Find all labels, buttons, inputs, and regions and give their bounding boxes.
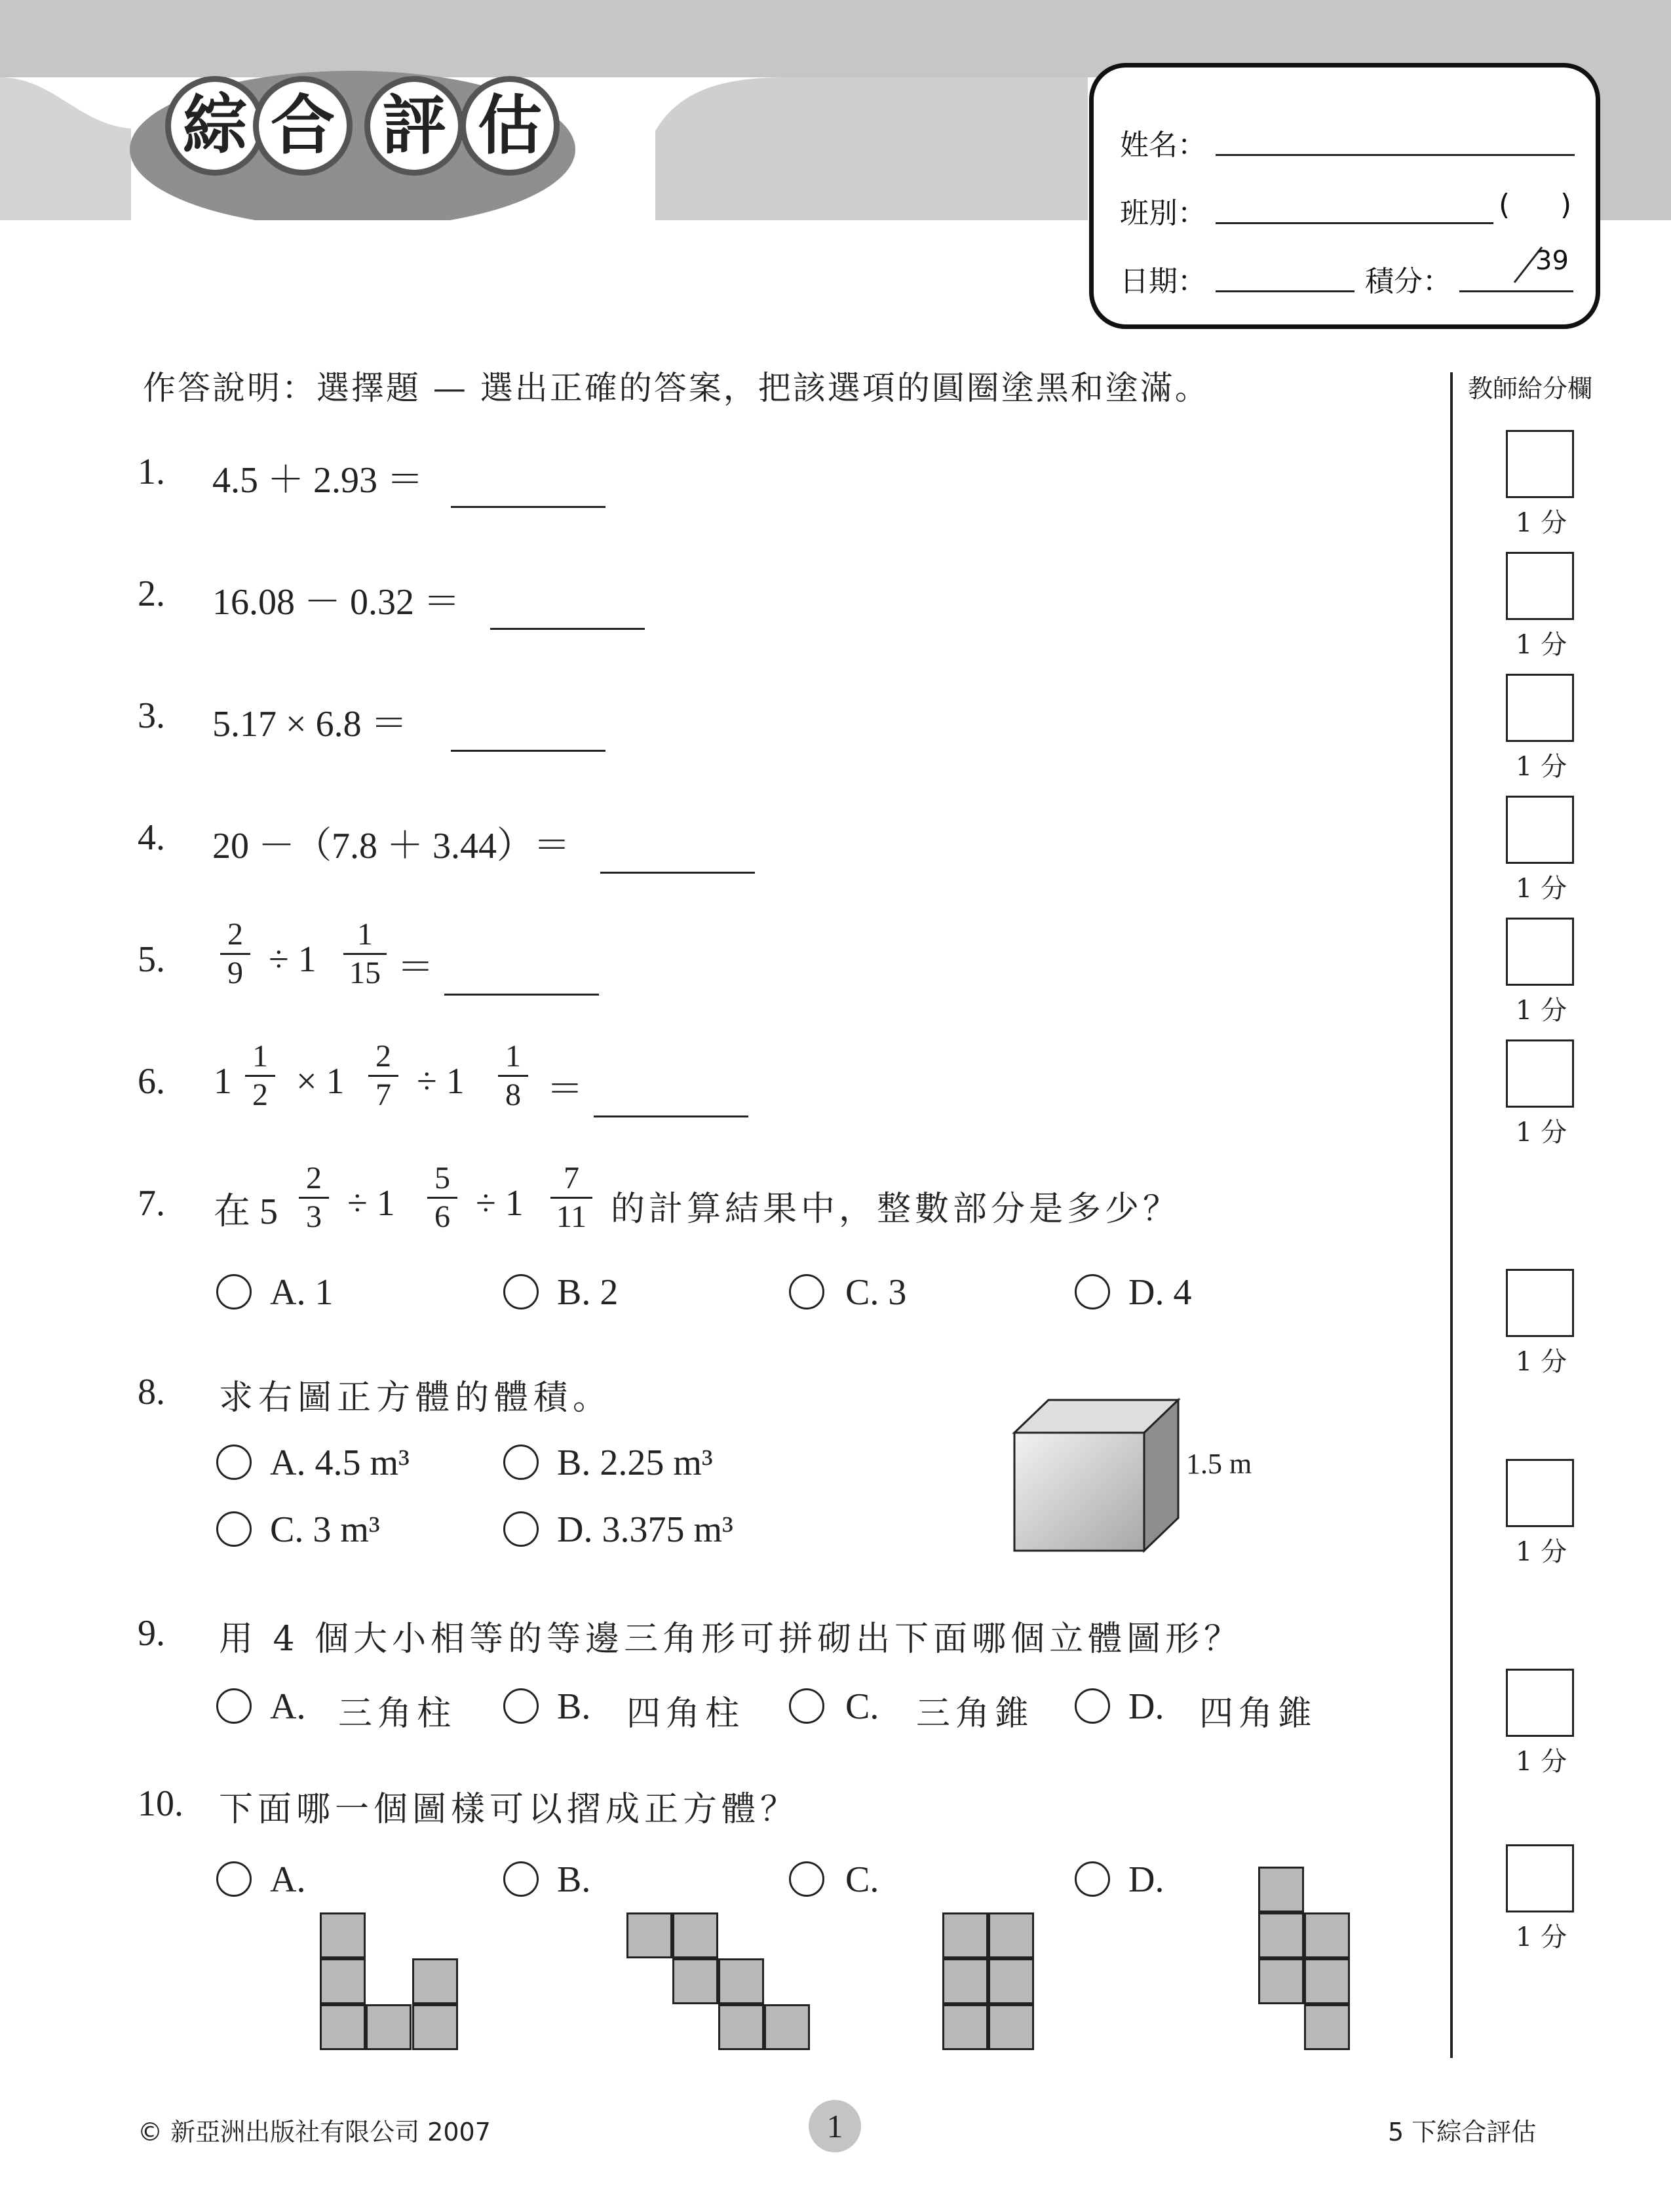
q3-expression: 5.17 × 6.8 ＝ bbox=[212, 704, 408, 745]
q8-option-c-bubble[interactable] bbox=[216, 1511, 252, 1547]
q6-frac2-num: 2 bbox=[375, 1039, 391, 1074]
net-d-cell bbox=[1304, 1912, 1350, 1958]
score-box-q3[interactable] bbox=[1506, 674, 1574, 742]
net-d-cell bbox=[1304, 1958, 1350, 2004]
score-label: 積分： bbox=[1365, 265, 1451, 298]
q7-operator-2: ÷ 1 bbox=[476, 1183, 524, 1224]
q7-option-c: C. 3 bbox=[845, 1272, 907, 1313]
q7-fraction-3 bbox=[550, 1160, 592, 1235]
mark-label-q6: 1 分 bbox=[1515, 1117, 1567, 1148]
q5-fraction-1 bbox=[220, 916, 250, 992]
q10-option-c: C. bbox=[845, 1859, 879, 1900]
q6-operator-1: × 1 bbox=[296, 1061, 345, 1102]
q9-option-a-text: 三角柱 bbox=[338, 1694, 457, 1734]
q9-option-a-bubble[interactable] bbox=[216, 1688, 252, 1724]
net-d-cell bbox=[1258, 1912, 1304, 1958]
q8-option-c: C. 3 m³ bbox=[270, 1509, 380, 1550]
q4-answer-blank[interactable] bbox=[600, 872, 755, 874]
q10-option-b-bubble[interactable] bbox=[503, 1861, 539, 1897]
q6-fraction-3 bbox=[498, 1038, 528, 1114]
title-char-3: 評 bbox=[364, 76, 464, 176]
mark-label-q3: 1 分 bbox=[1515, 752, 1567, 782]
q7-option-a-bubble[interactable] bbox=[216, 1274, 252, 1310]
net-c-cell bbox=[988, 2004, 1034, 2050]
q9-option-c-text: 三角錐 bbox=[916, 1694, 1035, 1734]
q7-fraction-1 bbox=[299, 1160, 329, 1235]
q6-frac3-num: 1 bbox=[505, 1039, 521, 1074]
q7-operator-1: ÷ 1 bbox=[347, 1183, 395, 1224]
q6-fraction-1 bbox=[245, 1038, 275, 1114]
q7-option-d: D. 4 bbox=[1128, 1272, 1192, 1313]
q10-option-c-bubble[interactable] bbox=[789, 1861, 824, 1897]
q2-answer-blank[interactable] bbox=[490, 628, 645, 630]
net-c-cell bbox=[942, 1958, 988, 2004]
q6-operator-2: ÷ 1 bbox=[417, 1061, 465, 1102]
net-b-cell bbox=[672, 1958, 718, 2004]
q7-option-c-bubble[interactable] bbox=[789, 1274, 824, 1310]
q10-option-b: B. bbox=[557, 1859, 591, 1900]
q8-option-a: A. 4.5 m³ bbox=[270, 1443, 410, 1483]
page-number-badge: 1 bbox=[809, 2100, 861, 2152]
q7-option-b-bubble[interactable] bbox=[503, 1274, 539, 1310]
q5-frac1-num: 2 bbox=[227, 917, 243, 952]
q9-text: 用 4 個大小相等的等邊三角形可拼砌出下面哪個立體圖形？ bbox=[219, 1620, 1243, 1659]
q8-option-b: B. 2.25 m³ bbox=[557, 1443, 713, 1483]
q8-option-b-bubble[interactable] bbox=[503, 1445, 539, 1480]
date-label: 日期： bbox=[1120, 265, 1206, 298]
mark-label-q4: 1 分 bbox=[1515, 874, 1567, 904]
net-d-cell bbox=[1304, 2004, 1350, 2050]
q7-frac1-den: 3 bbox=[306, 1199, 322, 1234]
net-a-cell bbox=[320, 2004, 366, 2050]
q5-number: 5. bbox=[138, 939, 165, 980]
q6-frac1-den: 2 bbox=[252, 1077, 268, 1112]
score-column-divider bbox=[1450, 372, 1453, 2058]
net-d-cell bbox=[1258, 1867, 1304, 1912]
score-box-q8[interactable] bbox=[1506, 1459, 1574, 1527]
score-box-q10[interactable] bbox=[1506, 1844, 1574, 1912]
title-char-2: 合 bbox=[253, 76, 353, 176]
title-char-4: 估 bbox=[460, 76, 560, 176]
net-a-cell bbox=[320, 1912, 366, 1958]
q6-frac1-num: 1 bbox=[252, 1039, 268, 1074]
q3-number: 3. bbox=[138, 695, 165, 736]
net-c-cell bbox=[942, 2004, 988, 2050]
q7-suffix: 的計算結果中，整數部分是多少？ bbox=[611, 1190, 1181, 1229]
q8-text: 求右圖正方體的體積。 bbox=[219, 1378, 613, 1418]
q7-frac3-num: 7 bbox=[564, 1161, 579, 1195]
total-marks: 39 bbox=[1535, 246, 1569, 276]
q5-frac1-den: 9 bbox=[227, 956, 243, 990]
score-box-q1[interactable] bbox=[1506, 430, 1574, 498]
q8-option-a-bubble[interactable] bbox=[216, 1445, 252, 1480]
q10-number: 10. bbox=[138, 1783, 183, 1824]
q9-option-d-letter: D. bbox=[1128, 1686, 1164, 1727]
copyright: © 新亞洲出版社有限公司 2007 bbox=[138, 2118, 491, 2146]
q7-frac1-num: 2 bbox=[306, 1161, 322, 1195]
score-box-q2[interactable] bbox=[1506, 552, 1574, 620]
q1-expression: 4.5 ＋ 2.93 ＝ bbox=[212, 460, 423, 501]
q7-frac2-num: 5 bbox=[434, 1161, 450, 1195]
q9-option-b-bubble[interactable] bbox=[503, 1688, 539, 1724]
mark-label-q1: 1 分 bbox=[1515, 508, 1567, 538]
net-a-cell bbox=[366, 2004, 412, 2050]
q10-option-a: A. bbox=[270, 1859, 306, 1900]
net-b-cell bbox=[672, 1912, 718, 1958]
q8-number: 8. bbox=[138, 1372, 165, 1412]
net-c-cell bbox=[942, 1912, 988, 1958]
q7-option-b: B. 2 bbox=[557, 1272, 619, 1313]
q5-equals: ＝ bbox=[397, 948, 434, 988]
class-number-close: ) bbox=[1560, 188, 1572, 222]
cube-edge-label: 1.5 m bbox=[1186, 1448, 1252, 1480]
net-b-cell bbox=[718, 2004, 764, 2050]
net-a-cell bbox=[320, 1958, 366, 2004]
net-b-cell bbox=[626, 1912, 672, 1958]
net-a-cell bbox=[412, 1958, 458, 2004]
q5-fraction-2 bbox=[343, 916, 387, 992]
q7-number: 7. bbox=[138, 1183, 165, 1224]
net-d-cell bbox=[1258, 1958, 1304, 2004]
q1-answer-blank[interactable] bbox=[451, 506, 605, 508]
q10-option-d: D. bbox=[1128, 1859, 1164, 1900]
q6-frac2-den: 7 bbox=[375, 1077, 391, 1112]
name-label: 姓名： bbox=[1120, 128, 1206, 162]
net-b-cell bbox=[764, 2004, 810, 2050]
q7-frac3-den: 11 bbox=[556, 1199, 587, 1234]
score-box-q4[interactable] bbox=[1506, 796, 1574, 864]
class-number-open: ( bbox=[1499, 188, 1510, 222]
q2-number: 2. bbox=[138, 573, 165, 614]
teacher-column-label: 教師給分欄 bbox=[1468, 374, 1593, 403]
q9-option-d-text: 四角錐 bbox=[1199, 1694, 1318, 1734]
q5-operator: ÷ 1 bbox=[269, 939, 317, 980]
q10-option-d-bubble[interactable] bbox=[1075, 1861, 1110, 1897]
q7-frac2-den: 6 bbox=[434, 1199, 450, 1234]
q6-answer-blank[interactable] bbox=[594, 1116, 748, 1117]
score-box-q7[interactable] bbox=[1506, 1269, 1574, 1337]
mark-label-q5: 1 分 bbox=[1515, 996, 1567, 1026]
q5-frac2-den: 15 bbox=[349, 956, 381, 990]
q9-number: 9. bbox=[138, 1613, 165, 1654]
score-field[interactable] bbox=[1459, 290, 1573, 292]
q2-expression: 16.08 － 0.32 ＝ bbox=[212, 582, 460, 623]
q9-option-d-bubble[interactable] bbox=[1075, 1688, 1110, 1724]
net-c-cell bbox=[988, 1912, 1034, 1958]
net-b-cell bbox=[718, 1958, 764, 2004]
cube-figure bbox=[1009, 1393, 1193, 1557]
q5-answer-blank[interactable] bbox=[444, 994, 599, 996]
book-title: 5 下綜合評估 bbox=[1388, 2118, 1537, 2146]
q6-whole-1: 1 bbox=[214, 1061, 232, 1102]
score-box-q5[interactable] bbox=[1506, 918, 1574, 986]
q7-fraction-2 bbox=[427, 1160, 457, 1235]
q6-frac3-den: 8 bbox=[505, 1077, 521, 1112]
q9-option-c-letter: C. bbox=[845, 1686, 879, 1727]
q8-option-d-bubble[interactable] bbox=[503, 1511, 539, 1547]
q9-option-b-letter: B. bbox=[557, 1686, 591, 1727]
q9-option-a-letter: A. bbox=[270, 1686, 306, 1727]
q9-option-b-text: 四角柱 bbox=[626, 1694, 745, 1734]
q3-answer-blank[interactable] bbox=[451, 750, 605, 752]
q4-number: 4. bbox=[138, 817, 165, 858]
net-a-cell bbox=[412, 2004, 458, 2050]
mark-label-q9: 1 分 bbox=[1515, 1747, 1567, 1777]
title-char-1: 綜 bbox=[165, 76, 265, 176]
net-c-cell bbox=[988, 1958, 1034, 2004]
q6-number: 6. bbox=[138, 1061, 165, 1102]
instructions: 作答說明：選擇題 — 選出正確的答案，把該選項的圓圈塗黑和塗滿。 bbox=[143, 369, 1210, 407]
score-box-q6[interactable] bbox=[1506, 1039, 1574, 1108]
mark-label-q7: 1 分 bbox=[1515, 1347, 1567, 1377]
q7-prefix: 在 5 bbox=[214, 1192, 278, 1232]
class-label: 班別： bbox=[1120, 197, 1206, 230]
q7-option-a: A. 1 bbox=[270, 1272, 334, 1313]
name-field[interactable] bbox=[1216, 154, 1575, 156]
q5-frac2-num: 1 bbox=[357, 917, 373, 952]
student-info-box bbox=[1089, 63, 1600, 329]
q7-option-d-bubble[interactable] bbox=[1075, 1274, 1110, 1310]
q8-option-d: D. 3.375 m³ bbox=[557, 1509, 733, 1550]
q9-option-c-bubble[interactable] bbox=[789, 1688, 824, 1724]
mark-label-q2: 1 分 bbox=[1515, 630, 1567, 660]
q10-option-a-bubble[interactable] bbox=[216, 1861, 252, 1897]
q1-number: 1. bbox=[138, 452, 165, 492]
mark-label-q8: 1 分 bbox=[1515, 1537, 1567, 1567]
mark-label-q10: 1 分 bbox=[1515, 1922, 1567, 1952]
date-field[interactable] bbox=[1216, 290, 1354, 292]
class-field[interactable] bbox=[1216, 222, 1493, 224]
q10-text: 下面哪一個圖樣可以摺成正方體？ bbox=[219, 1790, 799, 1829]
q6-fraction-2 bbox=[368, 1038, 398, 1114]
q6-equals: ＝ bbox=[547, 1070, 583, 1110]
score-box-q9[interactable] bbox=[1506, 1669, 1574, 1737]
q4-expression: 20 －（7.8 ＋ 3.44）＝ bbox=[212, 826, 570, 866]
